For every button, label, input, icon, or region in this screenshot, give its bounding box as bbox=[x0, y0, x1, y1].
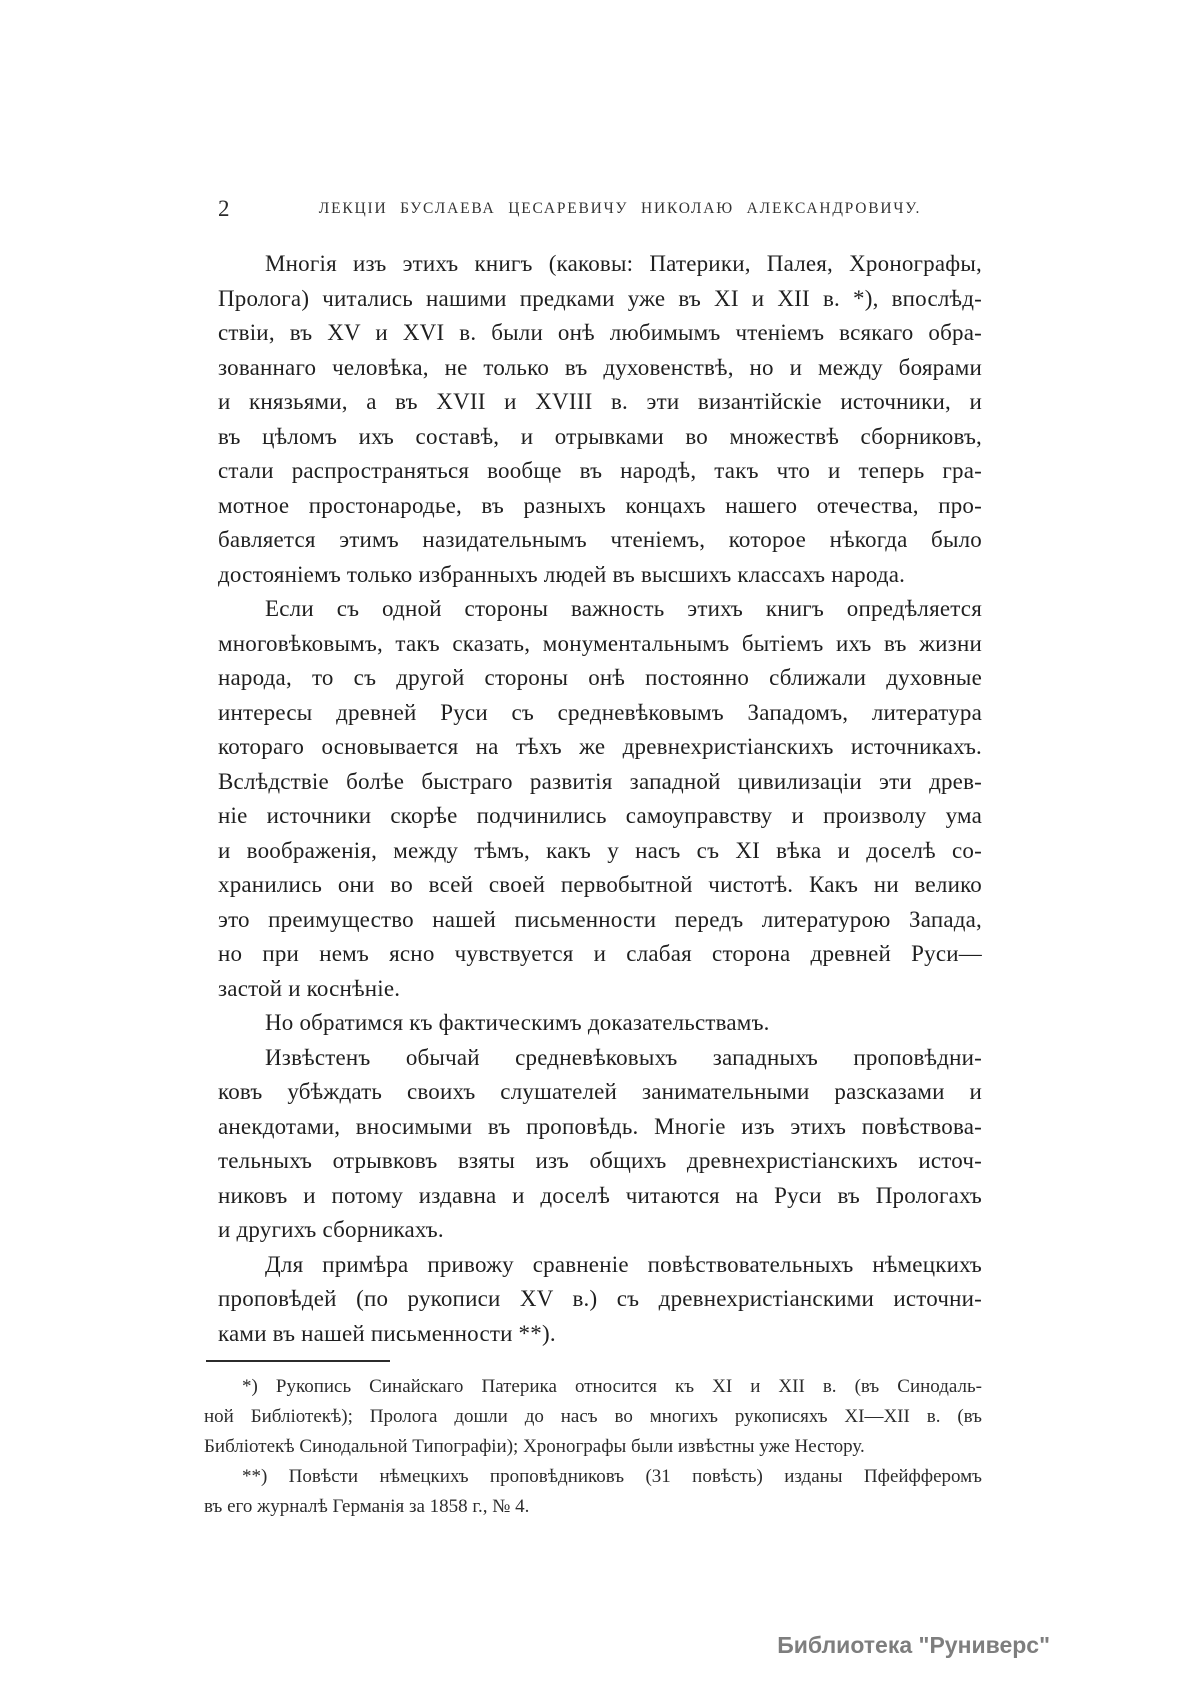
text-line: **) Повѣсти нѣмецкихъ проповѣдниковъ (31 повѣсть) изданы Пфейфферомъ bbox=[242, 1466, 982, 1487]
page-header bbox=[218, 196, 982, 226]
text-line: Если съ одной стороны важность этихъ книгъ опредѣляется bbox=[265, 596, 982, 621]
page-number: 2 bbox=[218, 196, 230, 221]
text-line: бавляется этимъ назидательнымъ чтеніемъ, которое нѣкогда было bbox=[218, 527, 982, 552]
text-line: стали распространяться вообще въ народѣ, такъ что и теперь гра- bbox=[218, 458, 982, 483]
running-title: ЛЕКЦІИ БУСЛАЕВА ЦЕСАРЕВИЧУ НИКОЛАЮ АЛЕКСАНДРОВИЧУ. bbox=[318, 200, 922, 217]
text-line: ніе источники скорѣе подчинились самоуправству и произволу ума bbox=[218, 803, 982, 828]
text-line: это преимущество нашей письменности передъ литературою Запада, bbox=[218, 906, 982, 932]
paragraph bbox=[218, 1248, 982, 1352]
text-line: ковъ убѣждать своихъ слушателей занимательными разсказами и bbox=[218, 1079, 982, 1104]
text-line: проповѣдей (по рукописи XV в.) съ древнехристіанскими источни- bbox=[218, 1286, 982, 1311]
text-line: народа, то съ другой стороны онѣ постоянно сближали духовные bbox=[218, 665, 982, 690]
text-line: анекдотами, вносимыми въ проповѣдь. Многіе изъ этихъ повѣствова- bbox=[218, 1113, 982, 1139]
paragraph bbox=[218, 592, 982, 1006]
text-line: тельныхъ отрывковъ взяты изъ общихъ древнехристіанскихъ источ- bbox=[218, 1148, 982, 1173]
text-line: Извѣстенъ обычай средневѣковыхъ западныхъ проповѣдни- bbox=[265, 1044, 982, 1070]
text-line: и князьями, а въ XVII и XVIII в. эти византійскіе источники, и bbox=[218, 389, 982, 414]
text-line: въ его журналѣ Германія за 1858 г., № 4. bbox=[204, 1496, 530, 1517]
text-line: Пролога) читались нашими предками уже въ XI и XII в. *), впослѣд- bbox=[218, 285, 982, 311]
text-line: Вслѣдствіе болѣе быстраго развитія западной цивилизаціи эти древ- bbox=[218, 768, 982, 794]
body-text bbox=[218, 247, 982, 1351]
text-line: Для примѣра привожу сравненіе повѣствовательныхъ нѣмецкихъ bbox=[265, 1251, 982, 1277]
text-line: и другихъ сборникахъ. bbox=[218, 1217, 444, 1242]
text-line: но при немъ ясно чувствуется и слабая сторона древней Руси— bbox=[218, 941, 982, 966]
text-line: интересы древней Руси съ средневѣковымъ Западомъ, литература bbox=[218, 699, 982, 725]
text-line: и воображенія, между тѣмъ, какъ у насъ съ XI вѣка и доселѣ со- bbox=[218, 837, 982, 863]
text-line: въ цѣломъ ихъ составѣ, и отрывками во множествѣ сборниковъ, bbox=[218, 423, 982, 449]
text-line: хранились они во всей своей первобытной чистотѣ. Какъ ни велико bbox=[218, 872, 982, 897]
paragraph bbox=[218, 1006, 982, 1041]
text-line: зованнаго человѣка, не только въ духовенствѣ, но и между боярами bbox=[218, 354, 982, 380]
watermark: Библиотека "Руниверс" bbox=[777, 1632, 1050, 1658]
text-line: ками въ нашей письменности **). bbox=[218, 1320, 556, 1346]
text-line: Но обратимся къ фактическимъ доказательствамъ. bbox=[265, 1010, 770, 1035]
footnotes bbox=[204, 1372, 982, 1522]
text-line: ной Библіотекѣ); Пролога дошли до насъ во многихъ рукописяхъ XI—XII в. (въ bbox=[204, 1406, 982, 1427]
text-line: никовъ и потому издавна и доселѣ читаются на Руси въ Прологахъ bbox=[218, 1182, 982, 1208]
text-line: застой и коснѣніе. bbox=[218, 975, 401, 1001]
paragraph bbox=[218, 247, 982, 592]
text-line: достояніемъ только избранныхъ людей въ высшихъ классахъ народа. bbox=[218, 561, 906, 587]
text-line: ствіи, въ XV и XVI в. были онѣ любимымъ чтеніемъ всякаго обра- bbox=[218, 320, 982, 345]
text-line: Многія изъ этихъ книгъ (каковы: Патерики, Палея, Хронографы, bbox=[265, 251, 982, 276]
text-line: котораго основывается на тѣхъ же древнехристіанскихъ источникахъ. bbox=[218, 734, 982, 759]
footnote bbox=[204, 1462, 982, 1522]
paragraph bbox=[218, 1041, 982, 1248]
footnote-separator bbox=[206, 1360, 390, 1362]
footnote bbox=[204, 1372, 982, 1462]
text-line: Библіотекѣ Синодальной Типографіи); Хронографы были извѣстны уже Нестору. bbox=[204, 1436, 865, 1457]
text-line: *) Рукопись Синайскаго Патерика относится къ XI и XII в. (въ Синодаль- bbox=[242, 1376, 982, 1397]
text-line: многовѣковымъ, такъ сказать, монументальнымъ бытіемъ ихъ въ жизни bbox=[218, 630, 982, 656]
text-line: мотное простонародье, въ разныхъ концахъ нашего отечества, про- bbox=[218, 492, 982, 518]
